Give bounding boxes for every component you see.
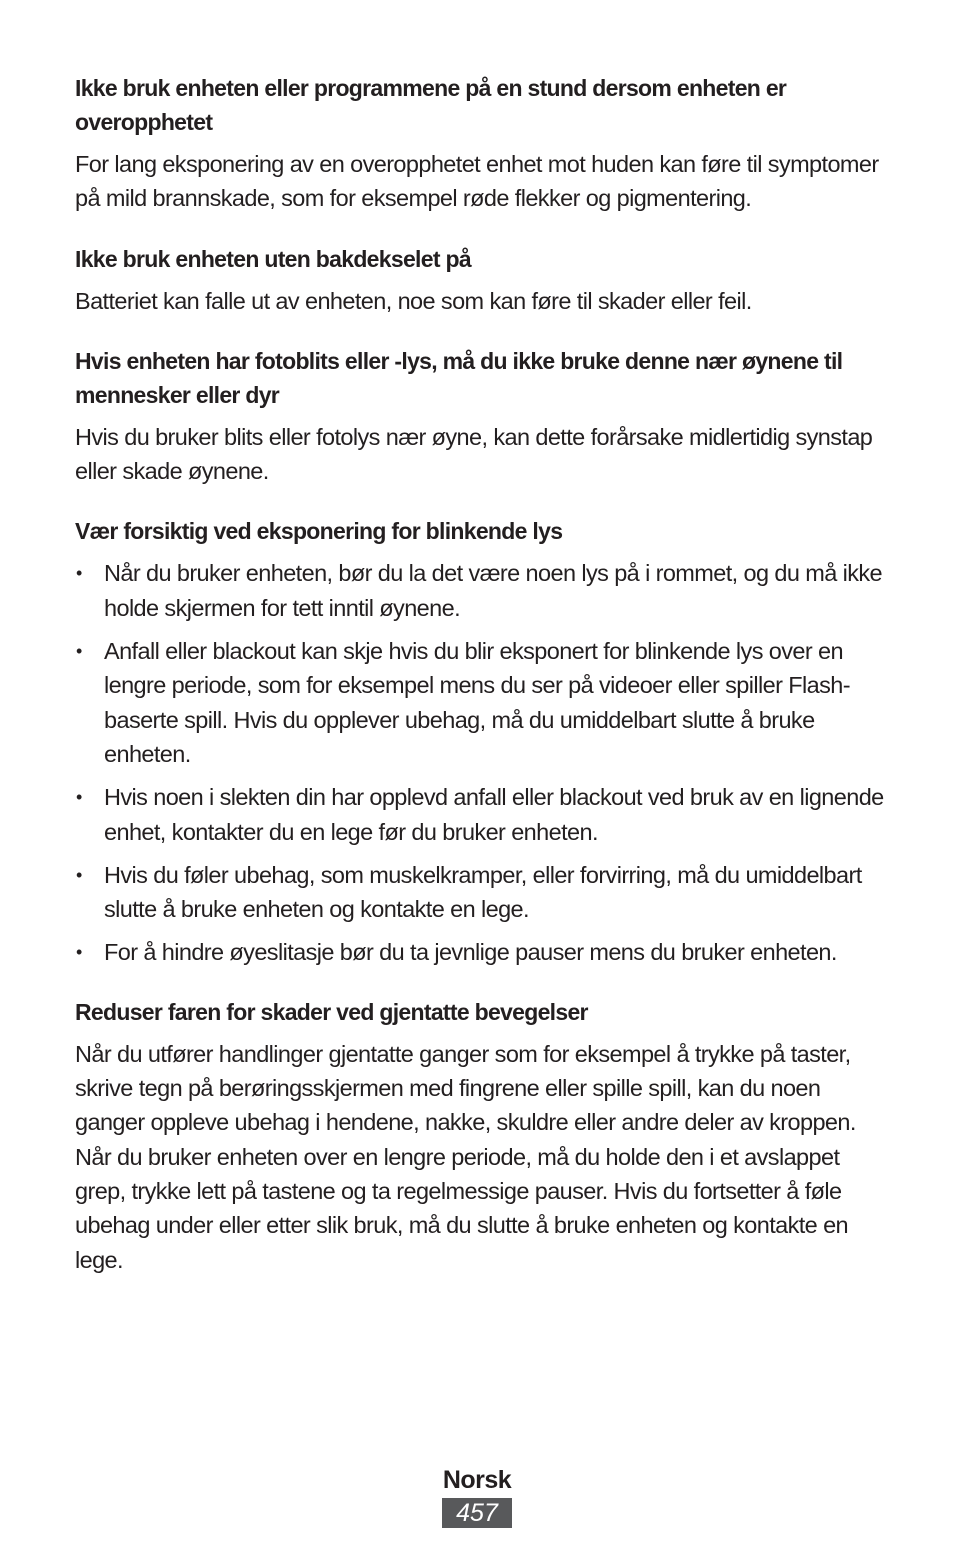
list-item — [75, 556, 887, 625]
bullet-glyph: • — [76, 942, 82, 963]
section-body: Batteriet kan falle ut av enheten, noe som kan føre til skader eller feil. — [75, 287, 752, 314]
list-item-text: Når du bruker enheten, bør du la det være noen lys på i rommet, og du må ikke holde skjermen for tett inntil øynene. — [104, 560, 883, 621]
page-number: 457 — [442, 1498, 512, 1528]
list-item-text: Hvis noen i slekten din har opplevd anfall eller blackout ved bruk av en lignende enhet, kontakter du en lege før du bruker enheten. — [104, 784, 884, 845]
section-flashing-lights — [75, 514, 887, 969]
document-page — [75, 71, 887, 1303]
bullet-glyph: • — [76, 563, 82, 584]
list-item — [75, 780, 887, 849]
bullet-list — [75, 556, 887, 969]
section-heading: Vær forsiktig ved eksponering for blinkende lys — [75, 518, 563, 545]
list-item — [75, 634, 887, 771]
section-flash-light — [75, 344, 887, 489]
bullet-glyph: • — [76, 787, 82, 808]
list-item-text: Anfall eller blackout kan skje hvis du blir eksponert for blinkende lys over en lengre periode, som for eksempel mens du ser på videoer eller spiller Flash-baserte spill. Hvis du opplever ubehag, må du umiddelbart slutte å bruke enheten. — [104, 638, 850, 767]
section-body: For lang eksponering av en overopphetet enhet mot huden kan føre til symptomer på mild brannskade, som for eksempel røde flekker og pigmentering. — [75, 151, 879, 212]
section-overheating — [75, 71, 887, 216]
list-item — [75, 858, 887, 927]
section-heading: Ikke bruk enheten eller programmene på en stund dersom enheten er overopphetet — [75, 75, 787, 135]
section-body: Hvis du bruker blits eller fotolys nær øyne, kan dette forårsake midlertidig synstap eller skade øynene. — [75, 423, 873, 485]
bullet-glyph: • — [76, 864, 82, 885]
section-heading: Reduser faren for skader ved gjentatte bevegelser — [75, 998, 588, 1025]
page-footer — [0, 1462, 954, 1528]
list-item — [75, 935, 887, 969]
section-repetitive-motion — [75, 995, 887, 1277]
section-heading: Hvis enheten har fotoblits eller -lys, må du ikke bruke denne nær øynene til mennesker eller dyr — [75, 347, 843, 408]
bullet-glyph: • — [76, 641, 82, 662]
section-heading: Ikke bruk enheten uten bakdekselet på — [75, 245, 471, 272]
list-item-text: For å hindre øyeslitasje bør du ta jevnlige pauser mens du bruker enheten. — [104, 939, 837, 966]
section-back-cover — [75, 242, 887, 318]
footer-language: Norsk — [442, 1466, 512, 1494]
section-body: Når du utfører handlinger gjentatte ganger som for eksempel å trykke på taster, skrive tegn på berøringsskjermen med fingrene eller spille spill, kan du noen ganger oppleve ubehag i hendene, nakke, skuldre eller andre deler av kroppen. Når du bruker enheten over en lengre periode, må du holde den i et avslappet grep, trykke lett på tastene og ta regelmessige pauser. Hvis du fortsetter å føle ubehag under eller etter slik bruk, må du slutte å bruke enheten og kontakte en lege. — [75, 1040, 856, 1273]
list-item-text: Hvis du føler ubehag, som muskelkramper, eller forvirring, må du umiddelbart slutte å bruke enheten og kontakte en lege. — [104, 861, 862, 923]
